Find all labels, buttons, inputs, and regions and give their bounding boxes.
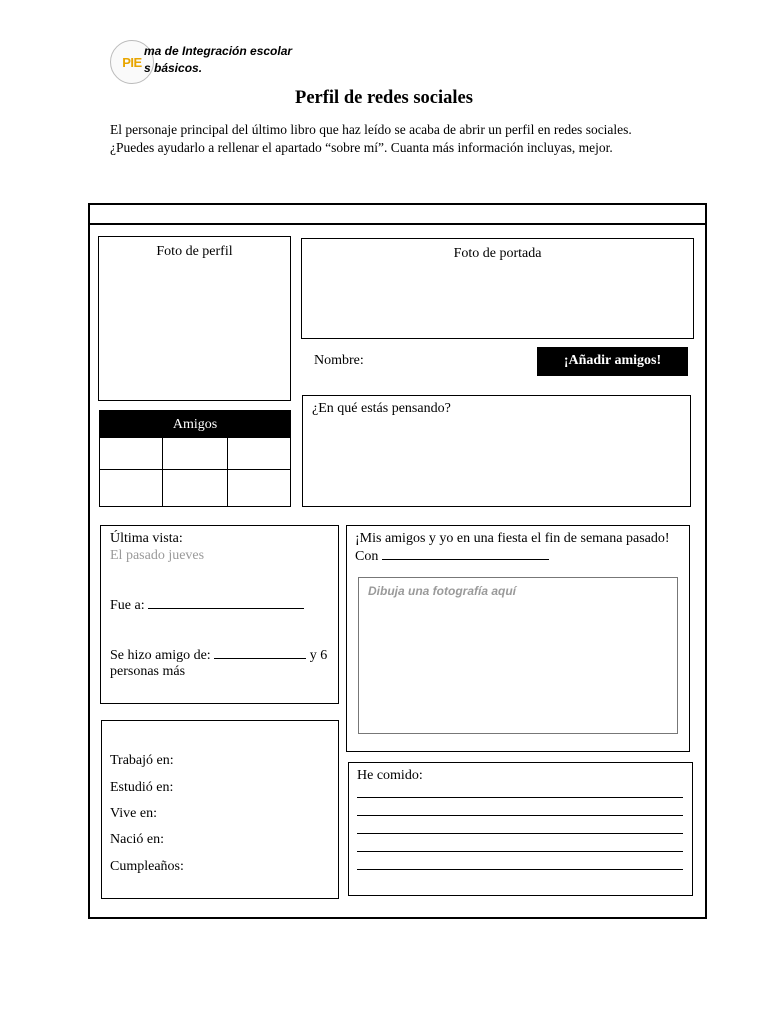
name-label: Nombre: — [314, 353, 364, 368]
party-with-label: Con — [355, 549, 379, 564]
friends-header: Amigos — [100, 411, 290, 438]
school-header-line2: s básicos. — [144, 61, 203, 75]
went-to-blank[interactable] — [148, 596, 304, 609]
became-friend-label: Se hizo amigo de: — [110, 648, 211, 663]
profile-photo-box[interactable] — [98, 236, 291, 401]
eaten-answer-line[interactable] — [357, 797, 683, 798]
became-friend-suffix: y 6 — [309, 648, 328, 663]
friends-grid-divider — [227, 438, 228, 506]
logo-text: PIE — [122, 54, 142, 70]
studied-at-label: Estudió en: — [110, 780, 174, 795]
became-friend-row — [110, 646, 327, 664]
profile-photo-label: Foto de perfil — [156, 244, 233, 259]
intro-paragraph: El personaje principal del último libro que haz leído se acaba de abrir un perfil en redes sociales. ¿Puedes ayudarlo a rellenar el apartado “sobre mí”. Cuanta más información incluyas, mejor. — [110, 122, 632, 155]
eaten-label: He comido: — [357, 768, 423, 783]
birthday-label: Cumpleaños: — [110, 859, 184, 874]
became-friend-blank[interactable] — [214, 646, 306, 659]
friends-grid-divider — [162, 438, 163, 506]
cover-photo-box[interactable] — [301, 238, 694, 339]
page-title: Perfil de redes sociales — [295, 88, 473, 108]
eaten-answer-line[interactable] — [357, 851, 683, 852]
became-friend-line2: personas más — [110, 664, 186, 679]
eaten-answer-line[interactable] — [357, 869, 683, 870]
went-to-label: Fue a: — [110, 598, 145, 613]
friends-grid-divider — [100, 469, 290, 470]
party-with-row — [355, 547, 549, 565]
status-input[interactable] — [302, 395, 691, 507]
status-prompt: ¿En qué estás pensando? — [312, 401, 451, 416]
last-seen-value: El pasado jueves — [110, 548, 205, 563]
party-text: ¡Mis amigos y yo en una fiesta el fin de semana pasado! — [355, 531, 670, 546]
went-to-row — [110, 596, 304, 614]
worked-at-label: Trabajó en: — [110, 753, 174, 768]
lives-in-label: Vive en: — [110, 806, 157, 821]
born-in-label: Nació en: — [110, 832, 165, 847]
last-seen-label: Última vista: — [110, 531, 183, 546]
party-photo-hint: Dibuja una fotografía aquí — [368, 584, 517, 598]
party-photo-area[interactable] — [358, 577, 678, 734]
school-header-line1: ma de Integración escolar — [144, 44, 293, 58]
eaten-answer-line[interactable] — [357, 815, 683, 816]
eaten-answer-line[interactable] — [357, 833, 683, 834]
party-with-blank[interactable] — [382, 547, 549, 560]
cover-photo-label: Foto de portada — [453, 246, 542, 261]
frame-top-divider — [90, 223, 707, 225]
add-friends-button[interactable]: ¡Añadir amigos! — [537, 347, 688, 376]
